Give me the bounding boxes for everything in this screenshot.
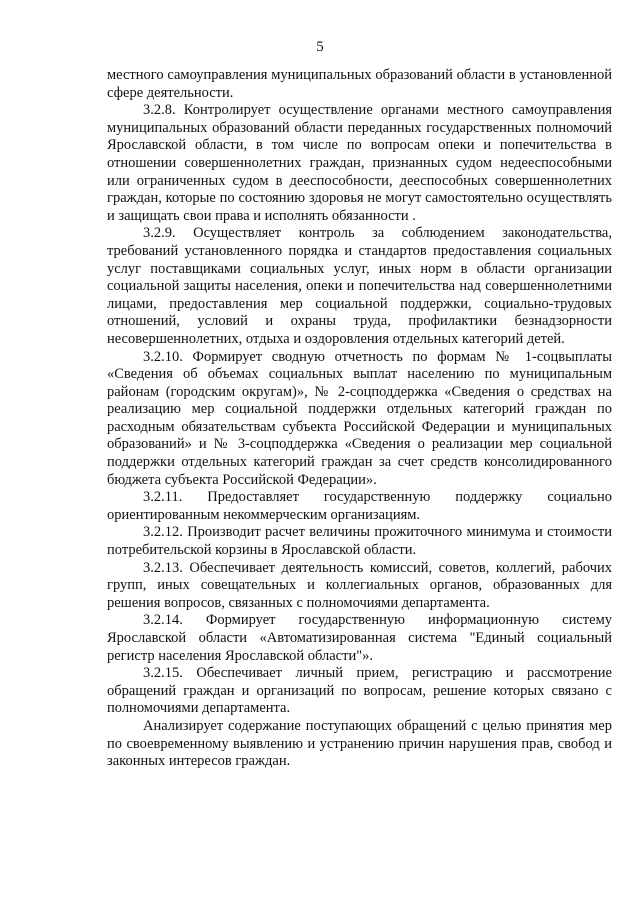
paragraph-3-2-14: 3.2.14. Формирует государственную информационную систему Ярославской области «Автоматизированная система "Единый социальный регистр населения Ярославской области"». — [107, 612, 612, 664]
paragraph-3-2-9: 3.2.9. Осуществляет контроль за соблюдением законодательства, требований установленного порядка и стандартов предоставления социальных услуг поставщиками социальных услуг, иных норм в области организации социальной защиты населения, опеки и попечительства над совершеннолетними лицами, предоставления мер социальной поддержки, социально-трудовых отношений, условий и охраны труда, профилактики безнадзорности несовершеннолетних, отдыха и оздоровления отдельных категорий детей. — [107, 225, 612, 347]
document-body — [107, 67, 612, 771]
paragraph-3-2-10: 3.2.10. Формирует сводную отчетность по формам № 1-соцвыплаты «Сведения об объемах социальных выплат населению по муниципальным районам (городским округам)», № 2-соцподдержка «Сведения о средствах на реализацию мер социальной поддержки отдельных категорий граждан по расходным обязательствам субъекта Российской Федерации и муниципальных образований» и № 3-соцподдержка «Сведения о реализации мер социальной поддержки отдельных категорий граждан за счет средств консолидированного бюджета субъекта Российской Федерации». — [107, 348, 612, 488]
paragraph-3-2-11: 3.2.11. Предоставляет государственную поддержку социально ориентированным некоммерческим организациям. — [107, 489, 612, 523]
paragraph-3-2-13: 3.2.13. Обеспечивает деятельность комиссий, советов, коллегий, рабочих групп, иных совещательных и коллегиальных органов, образованных для решения вопросов, связанных с полномочиями департамента. — [107, 559, 612, 611]
paragraph-3-2-15: 3.2.15. Обеспечивает личный прием, регистрацию и рассмотрение обращений граждан и организаций по вопросам, решение которых связано с полномочиями департамента. — [107, 665, 612, 717]
paragraph-analysis: Анализирует содержание поступающих обращений с целью принятия мер по своевременному выявлению и устранению причин нарушения прав, свобод и законных интересов граждан. — [107, 717, 612, 770]
paragraph-continuation: местного самоуправления муниципальных образований области в установленной сфере деятельности. — [107, 67, 612, 101]
paragraph-3-2-12: 3.2.12. Производит расчет величины прожиточного минимума и стоимости потребительской корзины в Ярославской области. — [107, 524, 612, 559]
paragraph-3-2-8: 3.2.8. Контролирует осуществление органами местного самоуправления муниципальных образований области переданных государственных полномочий Ярославской области, в том числе по вопросам опеки и попечительства в отношении совершеннолетних граждан, признанных судом недееспособными или ограниченных судом в дееспособности, дееспособных совершеннолетних граждан, которые по состоянию здоровья не могут самостоятельно осуществлять и защищать свои права и исполнять обязанности . — [107, 102, 612, 224]
page-number: 5 — [316, 39, 324, 55]
